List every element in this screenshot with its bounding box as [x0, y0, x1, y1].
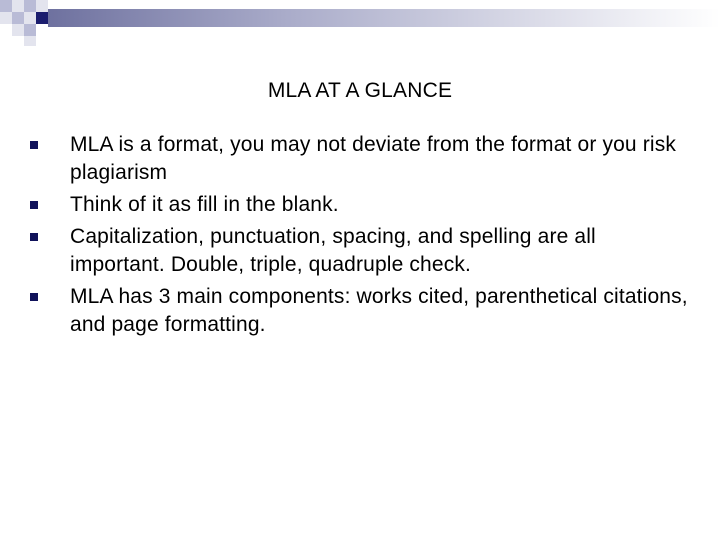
bullet-item-4 [30, 283, 690, 339]
header-square-3 [24, 0, 36, 12]
bullet-item-3 [30, 223, 690, 279]
header-square-8 [36, 12, 48, 24]
square-bullet-icon [30, 201, 38, 209]
header-square-9 [12, 24, 24, 36]
header-square-6 [12, 12, 24, 24]
bullet-item-2 [30, 191, 690, 219]
header-square-11 [24, 36, 36, 46]
header-square-7 [24, 12, 36, 24]
header-square-4 [36, 0, 48, 12]
bullet-text: MLA is a format, you may not deviate from the format or you risk plagiarism [70, 133, 676, 184]
slide-title: MLA AT A GLANCE [267, 79, 453, 102]
square-bullet-icon [30, 233, 38, 241]
header-square-1 [0, 0, 12, 12]
header-square-2 [12, 0, 24, 12]
header-decoration [0, 0, 720, 50]
bullet-text: Capitalization, punctuation, spacing, and spelling are all important. Double, triple, quadruple check. [70, 225, 596, 276]
bullet-item-1 [30, 131, 690, 187]
bullet-text: Think of it as fill in the blank. [70, 193, 339, 216]
square-bullet-icon [30, 293, 38, 301]
header-gradient-bar [48, 9, 720, 27]
header-square-10 [24, 24, 36, 36]
header-square-5 [0, 12, 12, 24]
bullet-text: MLA has 3 main components: works cited, parenthetical citations, and page formatting. [70, 285, 688, 336]
bullet-list [30, 131, 690, 343]
square-bullet-icon [30, 141, 38, 149]
